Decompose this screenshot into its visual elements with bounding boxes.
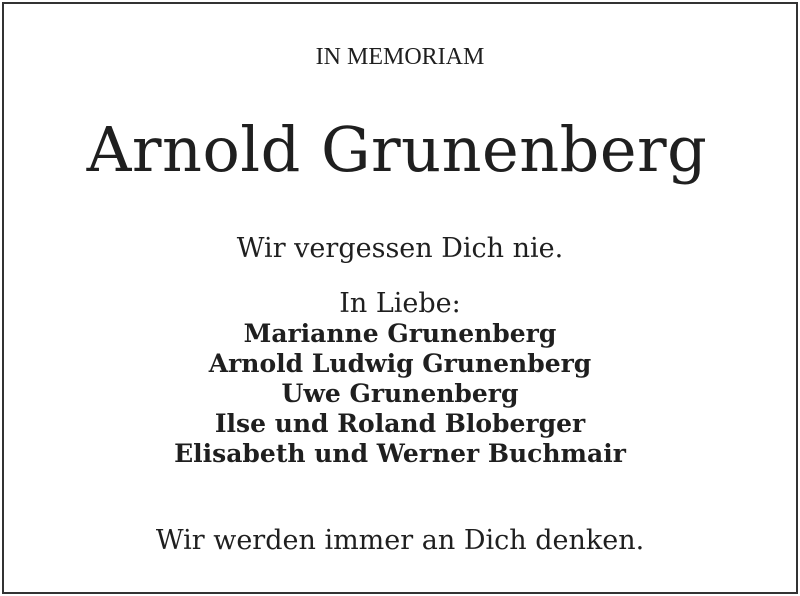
mourner-name: Marianne Grunenberg xyxy=(243,319,557,348)
in-love-label: In Liebe: xyxy=(339,288,461,319)
obituary-frame xyxy=(2,2,798,594)
mourner-name: Elisabeth und Werner Buchmair xyxy=(174,439,626,468)
deceased-name: Arnold Grunenberg xyxy=(86,113,708,186)
memoriam-heading: IN MEMORIAM xyxy=(315,44,485,70)
mourner-name: Ilse und Roland Bloberger xyxy=(214,409,586,438)
farewell-line: Wir vergessen Dich nie. xyxy=(236,233,564,264)
mourner-name: Uwe Grunenberg xyxy=(281,379,519,408)
mourner-name: Arnold Ludwig Grunenberg xyxy=(208,349,592,378)
mourners-list xyxy=(4,319,796,469)
closing-line: Wir werden immer an Dich denken. xyxy=(155,525,645,556)
